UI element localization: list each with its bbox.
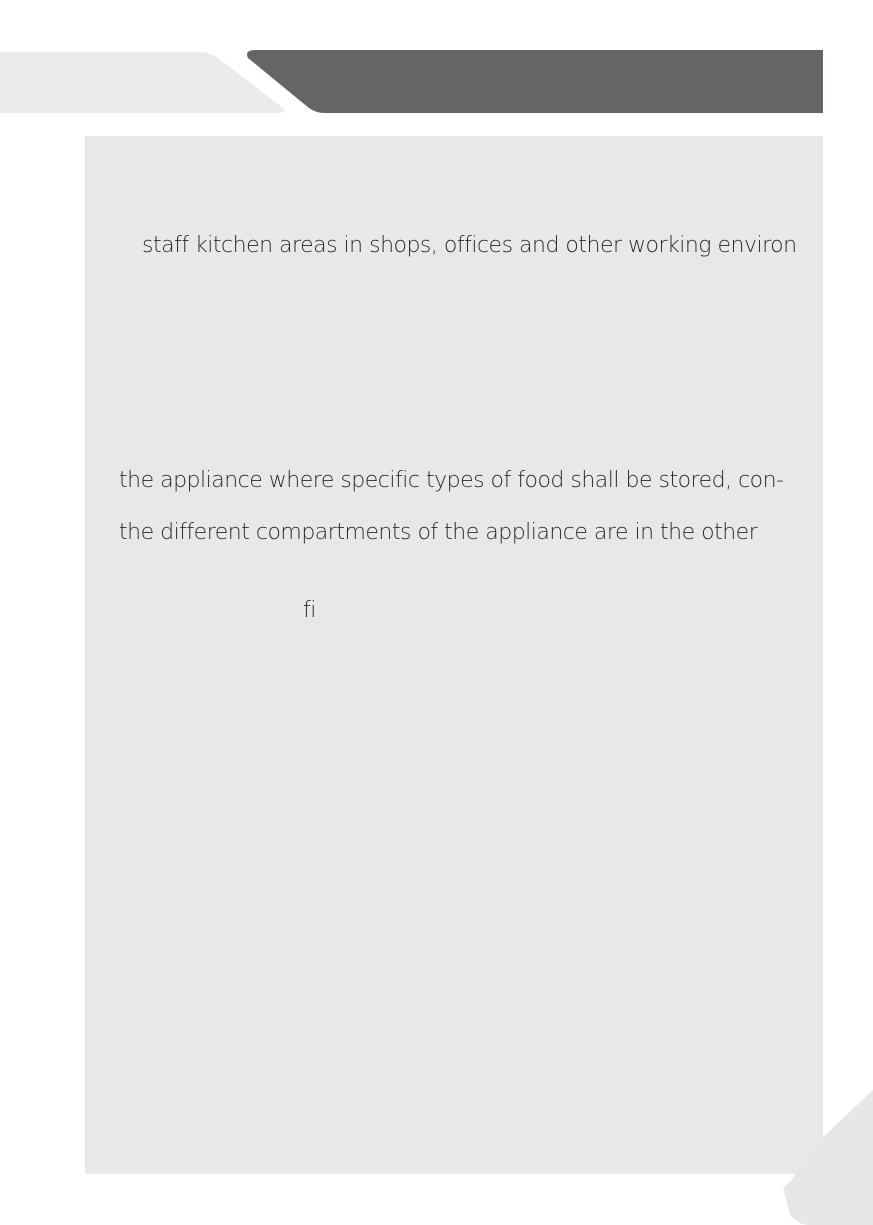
text-line-appliance-food-storage: the appliance where specific types of food shall be stored, con- (119, 468, 784, 493)
corner-triangle (783, 1090, 873, 1225)
header-dark-tab (247, 50, 823, 113)
header-light-tab (0, 52, 284, 113)
text-fragment-fi: fi (303, 598, 316, 623)
text-line-different-compartments: the different compartments of the appliance are in the other (119, 520, 758, 545)
corner-decoration (780, 1090, 873, 1225)
text-line-staff-kitchen: staff kitchen areas in shops, offices and other working environ (142, 233, 797, 258)
content-panel (85, 136, 823, 1174)
page-header-band (0, 0, 873, 120)
